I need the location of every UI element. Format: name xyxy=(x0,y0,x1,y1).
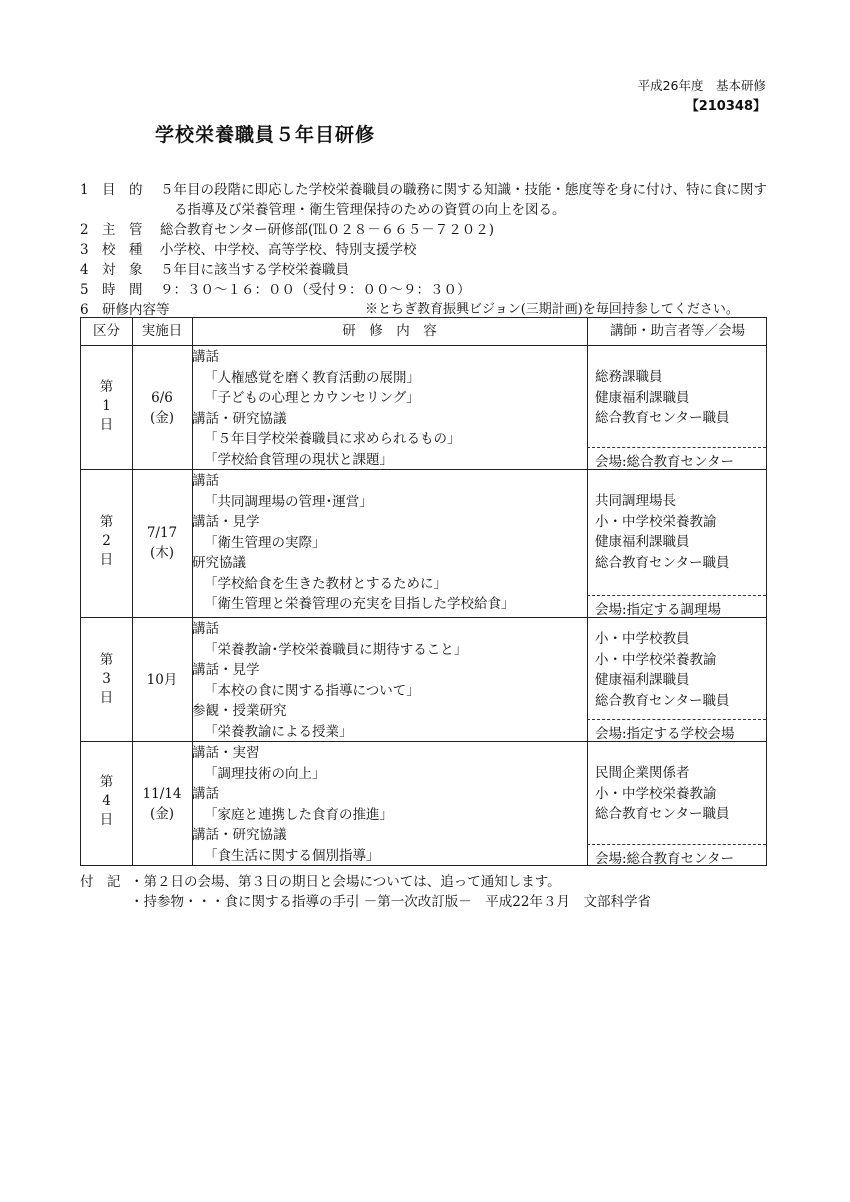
list-item: 「家庭と連携した食育の推進」 xyxy=(204,806,393,823)
list-item: 講話 xyxy=(192,621,219,637)
info-text: 総合教育センター研修部(℡０２８－６６５－７２０２) xyxy=(160,222,494,238)
info-label: 対 象 xyxy=(102,262,143,278)
info-num: 3 xyxy=(80,242,89,258)
day-3-venue: 会場:指定する学校会場 xyxy=(595,726,735,742)
info-management xyxy=(80,218,494,238)
day-1-content xyxy=(192,347,587,470)
day-1-lecturers: 総務課職員 健康福利課職員 総合教育センター職員 xyxy=(595,369,730,426)
year-label: 平成26年度 基本研修 xyxy=(637,78,766,93)
day-3-label: 第 3 日 xyxy=(99,652,114,706)
info-time xyxy=(80,278,471,298)
info-purpose xyxy=(80,178,767,198)
list-item: 「子どもの心理とカウンセリング」 xyxy=(204,390,420,406)
day-4-date: 11/14 (金) xyxy=(142,786,182,822)
day-2-date: 7/17 (木) xyxy=(146,525,178,561)
day-2-content xyxy=(192,471,587,615)
list-item: 「調理技術の向上」 xyxy=(204,765,326,782)
day-3-content xyxy=(192,619,587,742)
vision-note: ※とちぎ教育振興ビジョン(三期計画)を毎回持参してください。 xyxy=(365,302,739,317)
list-item: 「人権感覚を磨く教育活動の展開」 xyxy=(204,369,420,386)
day-3-date: 10月 xyxy=(146,672,178,688)
list-item: 研究協議 xyxy=(192,555,246,571)
list-item: 「栄養教諭による授業」 xyxy=(204,723,353,740)
info-label: 校 種 xyxy=(102,242,143,258)
course-code: 【210348】 xyxy=(685,99,766,114)
info-label: 研修内容等 xyxy=(102,302,170,318)
list-item: 講話 xyxy=(192,473,219,489)
list-item: 講話 xyxy=(192,786,219,802)
day-2-lecturers: 共同調理場長 小・中学校栄養教諭 健康福利課職員 総合教育センター職員 xyxy=(595,493,730,571)
info-num: 2 xyxy=(80,222,89,238)
list-item: 講話・実習 xyxy=(192,745,260,761)
info-label: 時 間 xyxy=(102,282,143,298)
day-3-lecturers: 小・中学校教員 小・中学校栄養教諭 健康福利課職員 総合教育センター職員 xyxy=(595,631,730,709)
day-2-label: 第 2 日 xyxy=(99,514,114,568)
list-item: 「栄養教諭･学校栄養職員に期待すること」 xyxy=(204,641,468,658)
list-item: 「共同調理場の管理･運営」 xyxy=(204,493,373,510)
footnote-line-1: ・第２日の会場、第３日の期日と会場については、追って通知します。 xyxy=(130,874,561,890)
info-content-heading xyxy=(80,298,170,318)
day-1-label: 第 1 日 xyxy=(99,379,114,433)
header-date: 実施日 xyxy=(141,323,183,339)
info-label: 主 管 xyxy=(102,222,143,238)
list-item: 講話・研究協議 xyxy=(192,827,287,843)
info-label: 目 的 xyxy=(102,182,143,198)
day-4-lecturers: 民間企業関係者 小・中学校栄養教諭 総合教育センター職員 xyxy=(595,765,730,822)
list-item: 講話・見学 xyxy=(192,514,260,530)
list-item: 講話・見学 xyxy=(192,662,260,678)
day-1-date: 6/6 (金) xyxy=(149,390,175,426)
day-1-venue: 会場:総合教育センター xyxy=(595,454,735,470)
day-2-venue: 会場:指定する調理場 xyxy=(595,602,722,618)
list-item: 「学校給食を生きた教材とするために」 xyxy=(204,575,447,592)
page-title: 学校栄養職員５年目研修 xyxy=(155,124,376,146)
info-num: 6 xyxy=(80,302,89,318)
footnote-label: 付 記 xyxy=(80,874,121,890)
day-4-label: 第 4 日 xyxy=(99,774,114,828)
info-num: 4 xyxy=(80,262,89,278)
day-4-venue: 会場:総合教育センター xyxy=(595,851,735,867)
info-text: 小学校、中学校、高等学校、特別支援学校 xyxy=(160,242,417,258)
info-target xyxy=(80,258,349,278)
list-item: 参観・授業研究 xyxy=(192,703,287,719)
list-item: 講話・研究協議 xyxy=(192,410,287,427)
footnote-line-2: ・持参物・・・食に関する指導の手引 －第一次改訂版－ 平成22年３月 文部科学省 xyxy=(130,894,651,910)
day-4-content xyxy=(192,743,587,866)
info-text: ９：３０～１６：００（受付９：００～９：３０） xyxy=(160,282,471,298)
list-item: 「５年目学校栄養職員に求められるもの」 xyxy=(204,431,461,447)
header-content: 研 修 内 容 xyxy=(342,323,437,339)
header-lecturer: 講師・助言者等／会場 xyxy=(610,323,745,339)
info-num: 5 xyxy=(80,282,89,298)
list-item: 「衛生管理と栄養管理の充実を目指した学校給食」 xyxy=(204,596,515,612)
schedule-table xyxy=(80,317,767,866)
info-num: 1 xyxy=(80,182,89,198)
info-text: ５年目の段階に即応した学校栄養職員の職務に関する知識・技能・態度等を身に付け、特に食に関す xyxy=(160,182,767,198)
info-school-type xyxy=(80,238,417,258)
list-item: 「食生活に関する個別指導」 xyxy=(204,847,380,864)
list-item: 「本校の食に関する指導について」 xyxy=(204,682,420,699)
info-purpose-line2: る指導及び栄養管理・衛生管理保持のための資質の向上を図る。 xyxy=(174,202,566,218)
list-item: 「衛生管理の実際」 xyxy=(204,534,326,551)
info-text: ５年目に該当する学校栄養職員 xyxy=(160,262,349,278)
header-category: 区分 xyxy=(93,323,120,339)
list-item: 「学校給食管理の現状と課題」 xyxy=(204,451,393,468)
list-item: 講話 xyxy=(192,349,219,365)
